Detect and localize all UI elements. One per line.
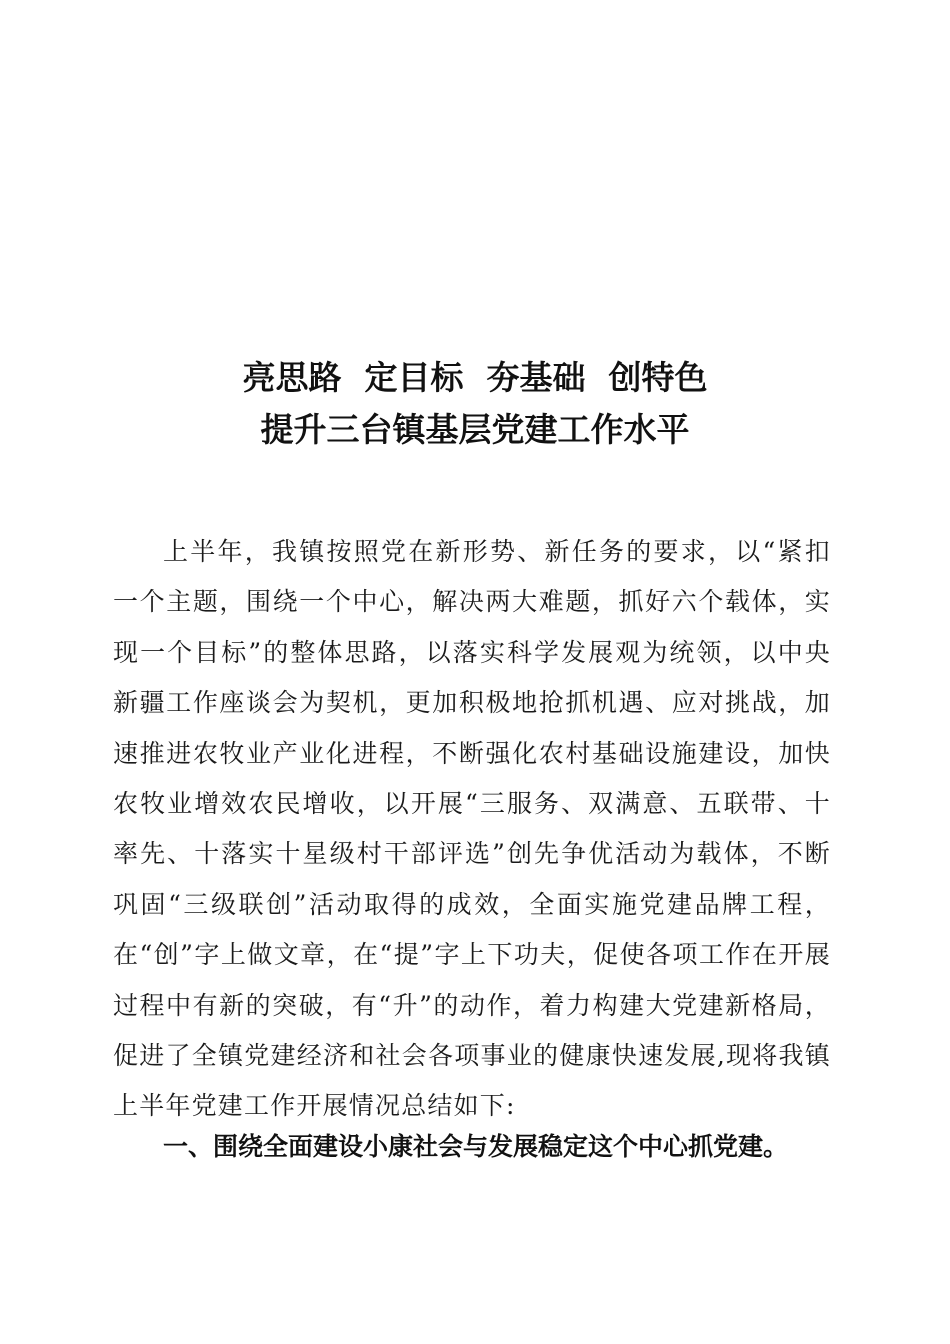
title-line-1: 亮思路 定目标 夯基础 创特色	[242, 358, 708, 397]
document-title	[0, 352, 950, 456]
title-line-2: 提升三台镇基层党建工作水平	[260, 410, 690, 449]
body-paragraph: 上半年，我镇按照党在新形势、新任务的要求，以“紧扣一个主题，围绕一个中心，解决两大难题，抓好六个载体，实现一个目标”的整体思路，以落实科学发展观为统领，以中央新疆工作座谈会为契机，更加积极地抢抓机遇、应对挑战，加速推进农牧业产业化进程，不断强化农村基础设施建设，加快农牧业增效农民增收，以开展“三服务、双满意、五联带、十率先、十落实十星级村干部评选”创先争优活动为载体，不断巩固“三级联创”活动取得的成效，全面实施党建品牌工程，在“创”字上做文章，在“提”字上下功夫，促使各项工作在开展过程中有新的突破，有“升”的动作，着力构建大党建新格局，促进了全镇党建经济和社会各项事业的健康快速发展,现将我镇上半年党建工作开展情况总结如下:	[113, 537, 831, 1121]
section-heading: 一、围绕全面建设小康社会与发展稳定这个中心抓党建。	[163, 1132, 789, 1161]
